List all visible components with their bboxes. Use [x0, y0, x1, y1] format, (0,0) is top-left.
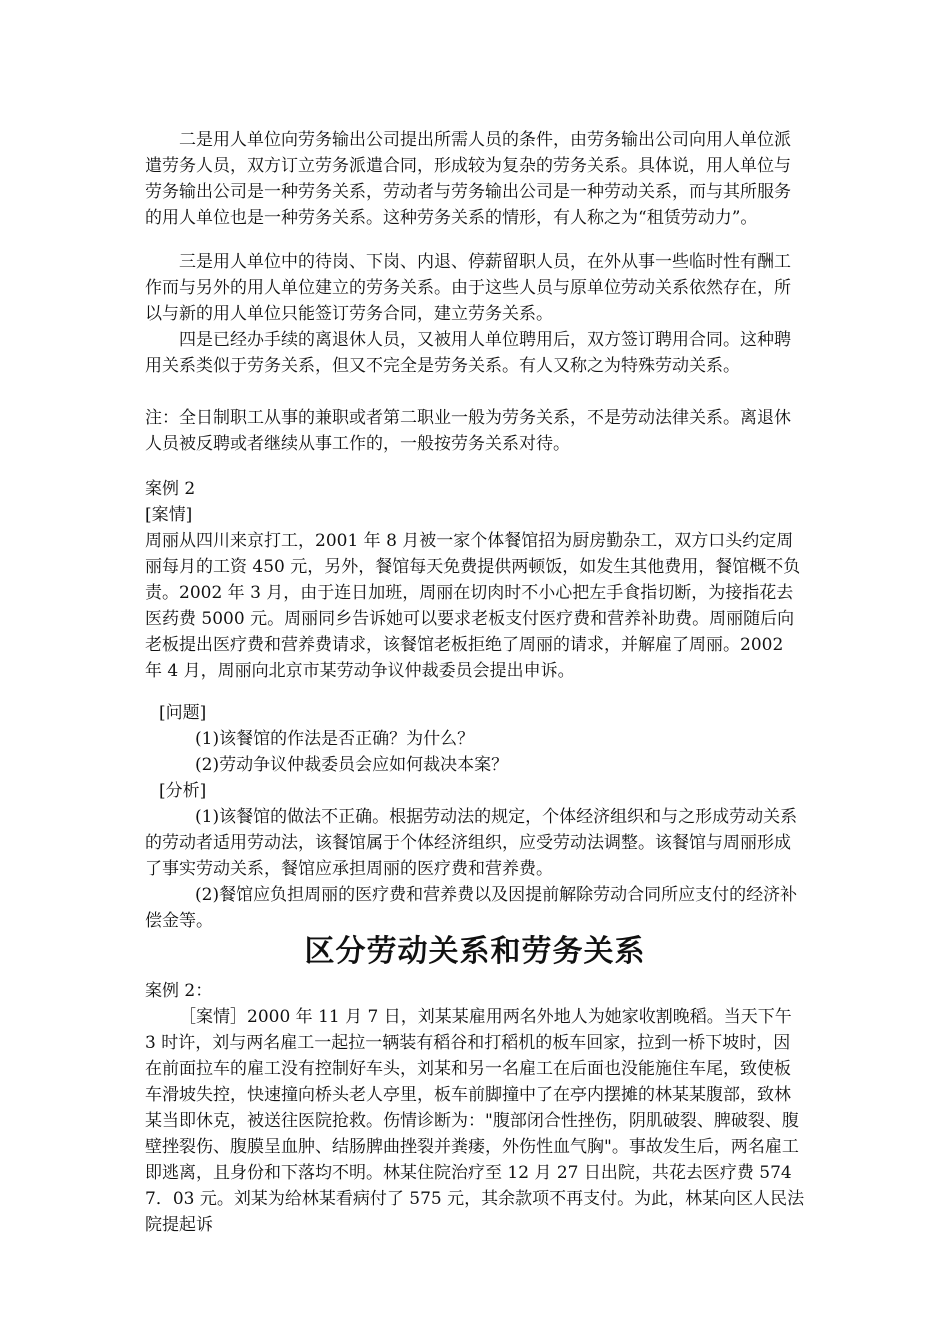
section-heading: 区分劳动关系和劳务关系 [304, 934, 646, 969]
analysis-2: (2)餐馆应负担周丽的医疗费和营养费以及因提前解除劳动合同所应支付的经济补偿金等。 [145, 885, 798, 931]
question-2: (2)劳动争议仲裁委员会应如何裁决本案？ [195, 755, 509, 775]
paragraph-dispatch-labor: 二是用人单位向劳务输出公司提出所需人员的条件，由劳务输出公司向用人单位派遣劳务人员，双方订立劳务派遣合同，形成较为复杂的劳务关系。具体说，用人单位与劳务输出公司是一种劳务关系，劳动者与劳务输出公司是一种劳动关系，而与其所服务的用人单位也是一种劳务关系。这种劳务关系的情形，有人称之为“租赁劳动力”。 [145, 130, 791, 228]
question-label: [问题] [159, 703, 207, 723]
analysis-1: (1)该餐馆的做法不正确。根据劳动法的规定，个体经济组织和与之形成劳动关系的劳动者适用劳动法，该餐馆属于个体经济组织，应受劳动法调整。该餐馆与周丽形成了事实劳动关系，餐馆应承担周丽的医疗费和营养费。 [145, 807, 798, 879]
analysis-label: [分析] [159, 781, 207, 801]
case2-facts-paragraph: ［案情］2000 年 11 月 7 日，刘某某雇用两名外地人为她家收割晚稻。当天下午 3 时许，刘与两名雇工一起拉一辆装有稻谷和打稻机的板车回家，拉到一桥下坡时，因在前面拉车的雇工没有控制好车头，刘某和另一名雇工在后面也没能施住车尾，致使板车滑坡失控，快速撞向桥头老人亭里，板车前脚撞中了在亭内摆摊的林某某腹部，致林某当即休克，被送往医院抢救。伤情诊断为："腹部闭合性挫伤，阴肌破裂、脾破裂、腹壁挫裂伤、腹膜呈血肿、结肠脾曲挫裂并粪瘘，外伤性血气胸"。事故发生后，两名雇工即逃离，且身份和下落均不明。林某住院治疗至 12 月 27 日出院，共花去医疗费 5747．03 元。刘某为给林某看病付了 575 元，其余款项不再支付。为此，林某向区人民法院提起诉 [145, 1007, 805, 1235]
question-1: (1)该餐馆的作法是否正确？为什么？ [195, 729, 475, 749]
paragraph-laid-off-staff: 三是用人单位中的待岗、下岗、内退、停薪留职人员，在外从事一些临时性有酬工作而与另外的用人单位建立的劳务关系。由于这些人员与原单位劳动关系依然存在，所以与新的用人单位只能签订劳务合同，建立劳务关系。 [145, 252, 791, 324]
case2-title: 案例 2： [145, 981, 213, 1001]
case-facts-paragraph: 周丽从四川来京打工，2001 年 8 月被一家个体餐馆招为厨房勤杂工，双方口头约定周丽每月的工资 450 元，另外，餐馆每天免费提供两顿饭，如发生其他费用，餐馆概不负责。2002 年 3 月，由于连日加班，周丽在切肉时不小心把左手食指切断，为接指花去医药费 5000 元。周丽同乡告诉她可以要求老板支付医疗费和营养补助费。周丽随后向老板提出医疗费和营养费请求，该餐馆老板拒绝了周丽的请求，并解雇了周丽。2002 年 4 月，周丽向北京市某劳动争议仲裁委员会提出申诉。 [145, 531, 801, 681]
paragraph-retirees: 四是已经办手续的离退休人员，又被用人单位聘用后，双方签订聘用合同。这种聘用关系类似于劳务关系，但又不完全是劳务关系。有人又称之为特殊劳动关系。 [145, 330, 791, 376]
case-title: 案例 2 [145, 479, 196, 499]
note-paragraph: 注：全日制职工从事的兼职或者第二职业一般为劳务关系，不是劳动法律关系。离退休人员被反聘或者继续从事工作的，一般按劳务关系对待。 [145, 408, 791, 454]
case-facts-label: [案情] [145, 505, 193, 525]
